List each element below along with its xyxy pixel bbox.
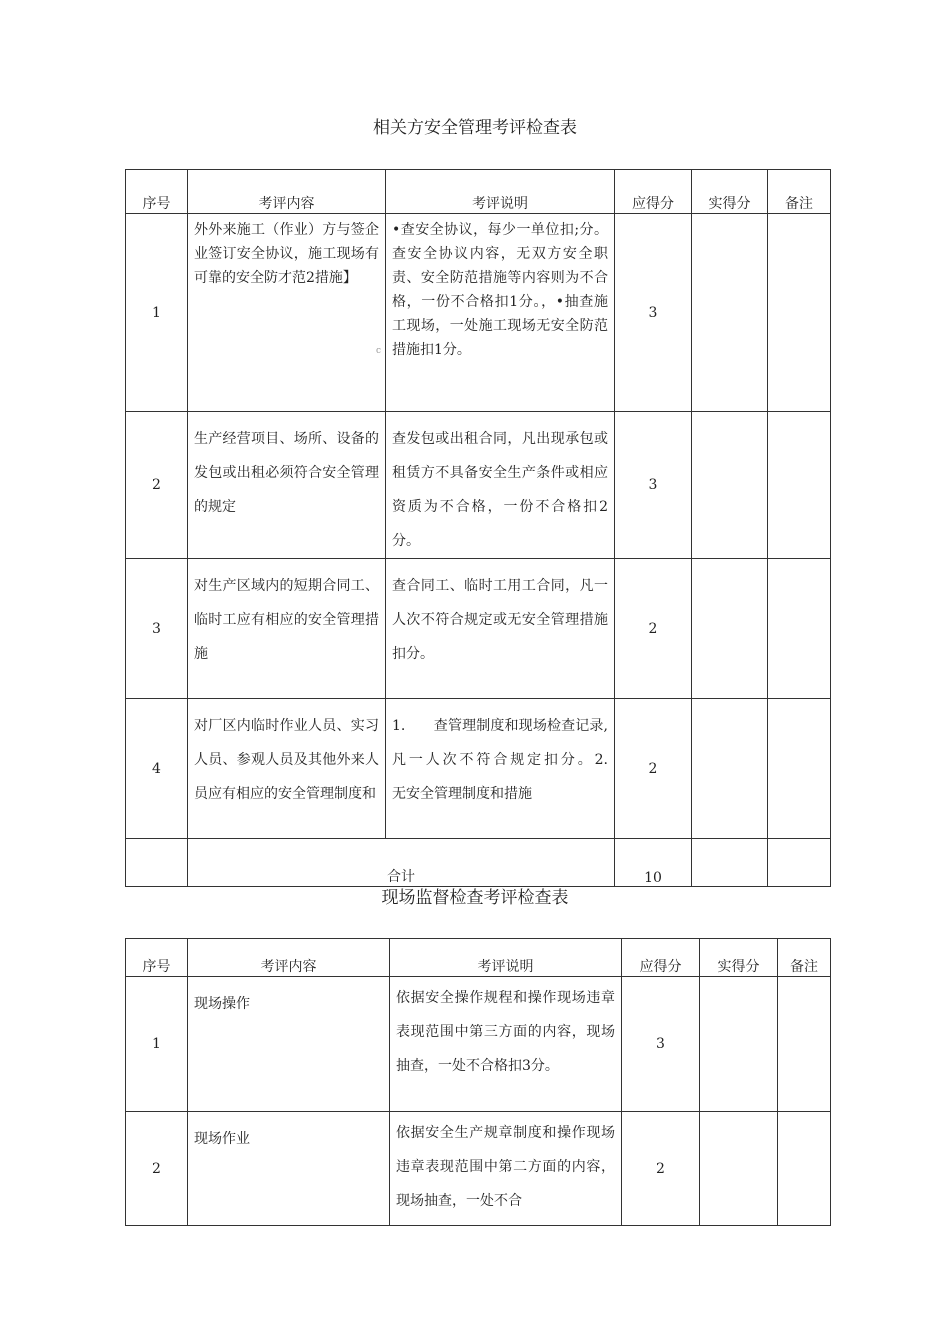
row-score: 2 (615, 559, 692, 699)
row-score: 3 (622, 977, 700, 1112)
table-row (126, 559, 831, 699)
row-desc: •查安全协议，每少一单位扣;分。查安全协议内容，无双方安全职责、安全防范措施等内容则为不合格，一份不合格扣1分。，•抽查施工现场，一处施工现场无安全防范措施扣1分。 (386, 214, 615, 412)
table-header-row (126, 170, 831, 214)
header-remark: 备注 (778, 939, 831, 977)
header-content: 考评内容 (188, 170, 386, 214)
row-score: 3 (615, 214, 692, 412)
table2-title: 现场监督检查考评检查表 (381, 888, 569, 908)
site-supervision-table (125, 938, 831, 1226)
header-desc: 考评说明 (386, 170, 615, 214)
row-content: 现场作业 (188, 1112, 390, 1226)
total-row (126, 839, 831, 887)
row-score: 3 (615, 412, 692, 559)
header-score: 应得分 (622, 939, 700, 977)
header-remark: 备注 (768, 170, 831, 214)
header-actual: 实得分 (700, 939, 778, 977)
row-remark (768, 559, 831, 699)
row-no: 3 (126, 559, 188, 699)
row-desc: 依据安全生产规章制度和操作现场违章表现范围中第二方面的内容，现场抽查，一处不合 (390, 1112, 622, 1226)
header-no: 序号 (126, 939, 188, 977)
row-actual (700, 977, 778, 1112)
row-actual (692, 699, 768, 839)
row-desc: 查合同工、临时工用工合同，凡一人次不符合规定或无安全管理措施扣分。 (386, 559, 615, 699)
row-content: 对生产区域内的短期合同工、临时工应有相应的安全管理措施 (188, 559, 386, 699)
row-actual (692, 214, 768, 412)
row-desc: 查发包或出租合同，凡出现承包或租赁方不具备安全生产条件或相应资质为不合格，一份不合格扣2分。 (386, 412, 615, 559)
row-remark (778, 1112, 831, 1226)
total-label: 合计 (188, 839, 615, 887)
table-row (126, 699, 831, 839)
header-score: 应得分 (615, 170, 692, 214)
row-no: 1 (126, 214, 188, 412)
row-desc: 依据安全操作规程和操作现场违章表现范围中第三方面的内容，现场抽查，一处不合格扣3分。 (390, 977, 622, 1112)
header-desc: 考评说明 (390, 939, 622, 977)
table-row (126, 412, 831, 559)
row-no: 2 (126, 1112, 188, 1226)
table-row (126, 977, 831, 1112)
row-score: 2 (615, 699, 692, 839)
table-row (126, 214, 831, 412)
row-remark (768, 214, 831, 412)
row-no: 4 (126, 699, 188, 839)
table-header-row (126, 939, 831, 977)
header-no: 序号 (126, 170, 188, 214)
total-score: 10 (615, 839, 692, 887)
row-content: 生产经营项目、场所、设备的发包或出租必须符合安全管理的规定 (188, 412, 386, 559)
row-content: 外外来施工（作业）方与签企业签订安全协议，施工现场有可靠的安全防才范2措施】 (188, 214, 386, 412)
table1-title: 相关方安全管理考评检查表 (373, 118, 577, 138)
row-actual (700, 1112, 778, 1226)
row-score: 2 (622, 1112, 700, 1226)
row-no: 1 (126, 977, 188, 1112)
safety-management-table (125, 169, 831, 887)
header-actual: 实得分 (692, 170, 768, 214)
row-actual (692, 412, 768, 559)
stray-mark: c (376, 346, 382, 356)
table-row (126, 1112, 831, 1226)
row-remark (768, 412, 831, 559)
row-content: 对厂区内临时作业人员、实习人员、参观人员及其他外来人员应有相应的安全管理制度和 (188, 699, 386, 839)
row-content: 现场操作 (188, 977, 390, 1112)
row-remark (778, 977, 831, 1112)
header-content: 考评内容 (188, 939, 390, 977)
row-remark (768, 699, 831, 839)
row-desc: 1. 查管理制度和现场检查记录,凡一人次不符合规定扣分。2. 无安全管理制度和措施 (386, 699, 615, 839)
row-actual (692, 559, 768, 699)
row-no: 2 (126, 412, 188, 559)
